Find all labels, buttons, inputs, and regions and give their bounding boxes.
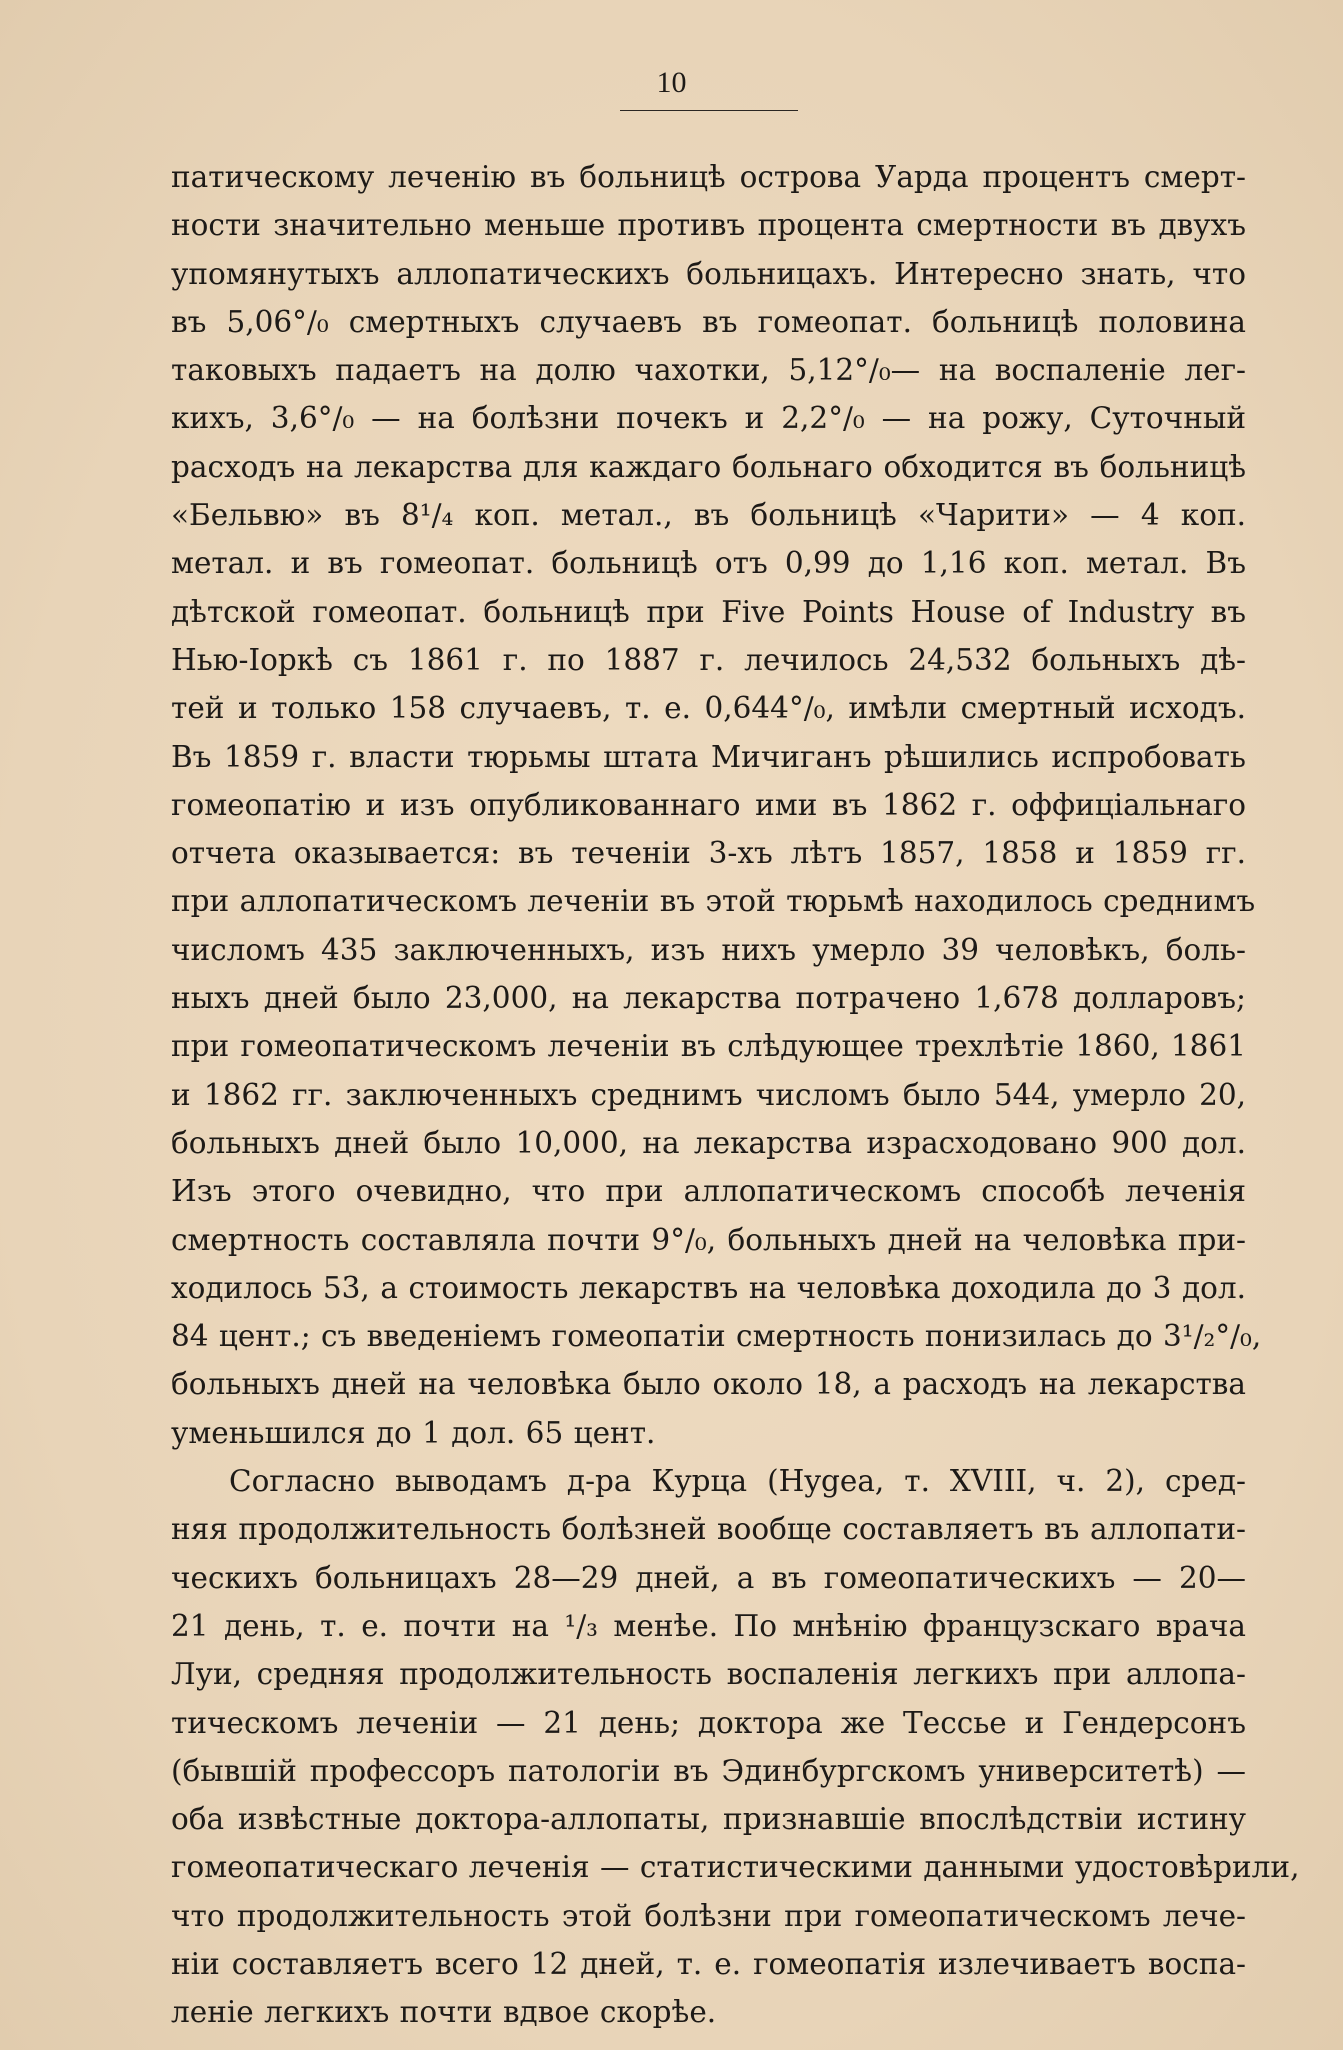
text-line: Нью-Іоркѣ съ 1861 г. по 1887 г. лечилось 24,532 больныхъ дѣ- bbox=[171, 642, 1246, 677]
text-line: 21 день, т. е. почти на ¹/₃ менѣе. По мнѣнію французскаго врача bbox=[171, 1608, 1246, 1643]
text-line: леніе легкихъ почти вдвое скорѣе. bbox=[171, 1995, 717, 2030]
text-line: ности значительно меньше противъ процента смертности въ двухъ bbox=[171, 208, 1246, 243]
text-line: отчета оказывается: въ теченіи 3-хъ лѣтъ 1857, 1858 и 1859 гг. bbox=[171, 836, 1246, 871]
text-line: упомянутыхъ аллопатическихъ больницахъ. Интересно знать, что bbox=[171, 256, 1246, 291]
body-text bbox=[171, 153, 1300, 2037]
text-line: ческихъ больницахъ 28—29 дней, а въ гомеопатическихъ — 20— bbox=[171, 1560, 1246, 1595]
text-line: больныхъ дней на человѣка было около 18, а расходъ на лекарства bbox=[171, 1367, 1246, 1402]
text-line: гомеопатію и изъ опубликованнаго ими въ 1862 г. оффиціальнаго bbox=[171, 787, 1246, 822]
text-line: ходилось 53, а стоимость лекарствъ на человѣка доходила до 3 дол. bbox=[171, 1270, 1246, 1305]
header-rule bbox=[620, 110, 798, 111]
text-line: тическомъ леченіи — 21 день; доктора же Тессье и Гендерсонъ bbox=[171, 1705, 1246, 1740]
text-line: смертность составляла почти 9°/₀, больныхъ дней на человѣка при- bbox=[171, 1222, 1246, 1257]
text-line: дѣтской гомеопат. больницѣ при Five Points House of Industry въ bbox=[171, 594, 1246, 629]
text-line: тей и только 158 случаевъ, т. е. 0,644°/₀, имѣли смертный исходъ. bbox=[171, 691, 1246, 726]
text-line: въ 5,06°/₀ смертныхъ случаевъ въ гомеопат. больницѣ половина bbox=[171, 304, 1246, 339]
text-line: при аллопатическомъ леченіи въ этой тюрьмѣ находилось среднимъ bbox=[171, 884, 1256, 919]
text-line: Изъ этого очевидно, что при аллопатическомъ способѣ леченія bbox=[171, 1174, 1246, 1209]
text-line: и 1862 гг. заключенныхъ среднимъ числомъ было 544, умерло 20, bbox=[171, 1077, 1246, 1112]
text-line: «Бельвю» въ 8¹/₄ коп. метал., въ больницѣ «Чарити» — 4 коп. bbox=[171, 498, 1246, 533]
paragraph bbox=[171, 1457, 1300, 2037]
text-line: Согласно выводамъ д-ра Курца (Hygea, т. XVIII, ч. 2), сред- bbox=[229, 1464, 1246, 1499]
text-line: Луи, средняя продолжительность воспаленія легкихъ при аллопа- bbox=[171, 1657, 1246, 1692]
text-line: ныхъ дней было 23,000, на лекарства потрачено 1,678 долларовъ; bbox=[171, 981, 1246, 1016]
text-line: няя продолжительность болѣзней вообще составляетъ въ аллопати- bbox=[171, 1512, 1246, 1547]
text-line: оба извѣстные доктора-аллопаты, признавшіе впослѣдствіи истину bbox=[171, 1802, 1246, 1837]
text-line: кихъ, 3,6°/₀ — на болѣзни почекъ и 2,2°/₀ — на рожу, Суточный bbox=[171, 401, 1246, 436]
text-line: при гомеопатическомъ леченіи въ слѣдующее трехлѣтіе 1860, 1861 bbox=[171, 1029, 1246, 1064]
text-line: (бывшій профессоръ патологіи въ Эдинбургскомъ университетѣ) — bbox=[171, 1753, 1246, 1788]
paragraph bbox=[171, 153, 1262, 1457]
text-line: числомъ 435 заключенныхъ, изъ нихъ умерло 39 человѣкъ, боль- bbox=[171, 932, 1246, 967]
text-line: ніи составляетъ всего 12 дней, т. е. гомеопатія излечиваетъ воспа- bbox=[171, 1946, 1246, 1981]
text-line: метал. и въ гомеопат. больницѣ отъ 0,99 до 1,16 коп. метал. Въ bbox=[171, 546, 1246, 581]
text-line: расходъ на лекарства для каждаго больнаго обходится въ больницѣ bbox=[171, 449, 1246, 484]
page-number: 10 bbox=[656, 66, 687, 99]
text-line: патическому леченію въ больницѣ острова Уарда процентъ смерт- bbox=[171, 160, 1246, 194]
text-line: таковыхъ падаетъ на долю чахотки, 5,12°/₀— на воспаленіе лег- bbox=[171, 353, 1246, 388]
text-line: гомеопатическаго леченія — статистическими данными удостовѣрили, bbox=[171, 1850, 1300, 1885]
text-line: что продолжительность этой болѣзни при гомеопатическомъ лече- bbox=[171, 1898, 1246, 1933]
text-line: Въ 1859 г. власти тюрьмы штата Мичиганъ рѣшились испробовать bbox=[171, 739, 1246, 774]
text-line: 84 цент.; съ введеніемъ гомеопатіи смертность понизилась до 3¹/₂°/₀, bbox=[171, 1319, 1262, 1354]
text-line: уменьшился до 1 дол. 65 цент. bbox=[171, 1415, 656, 1450]
text-line: больныхъ дней было 10,000, на лекарства израсходовано 900 дол. bbox=[171, 1125, 1246, 1160]
